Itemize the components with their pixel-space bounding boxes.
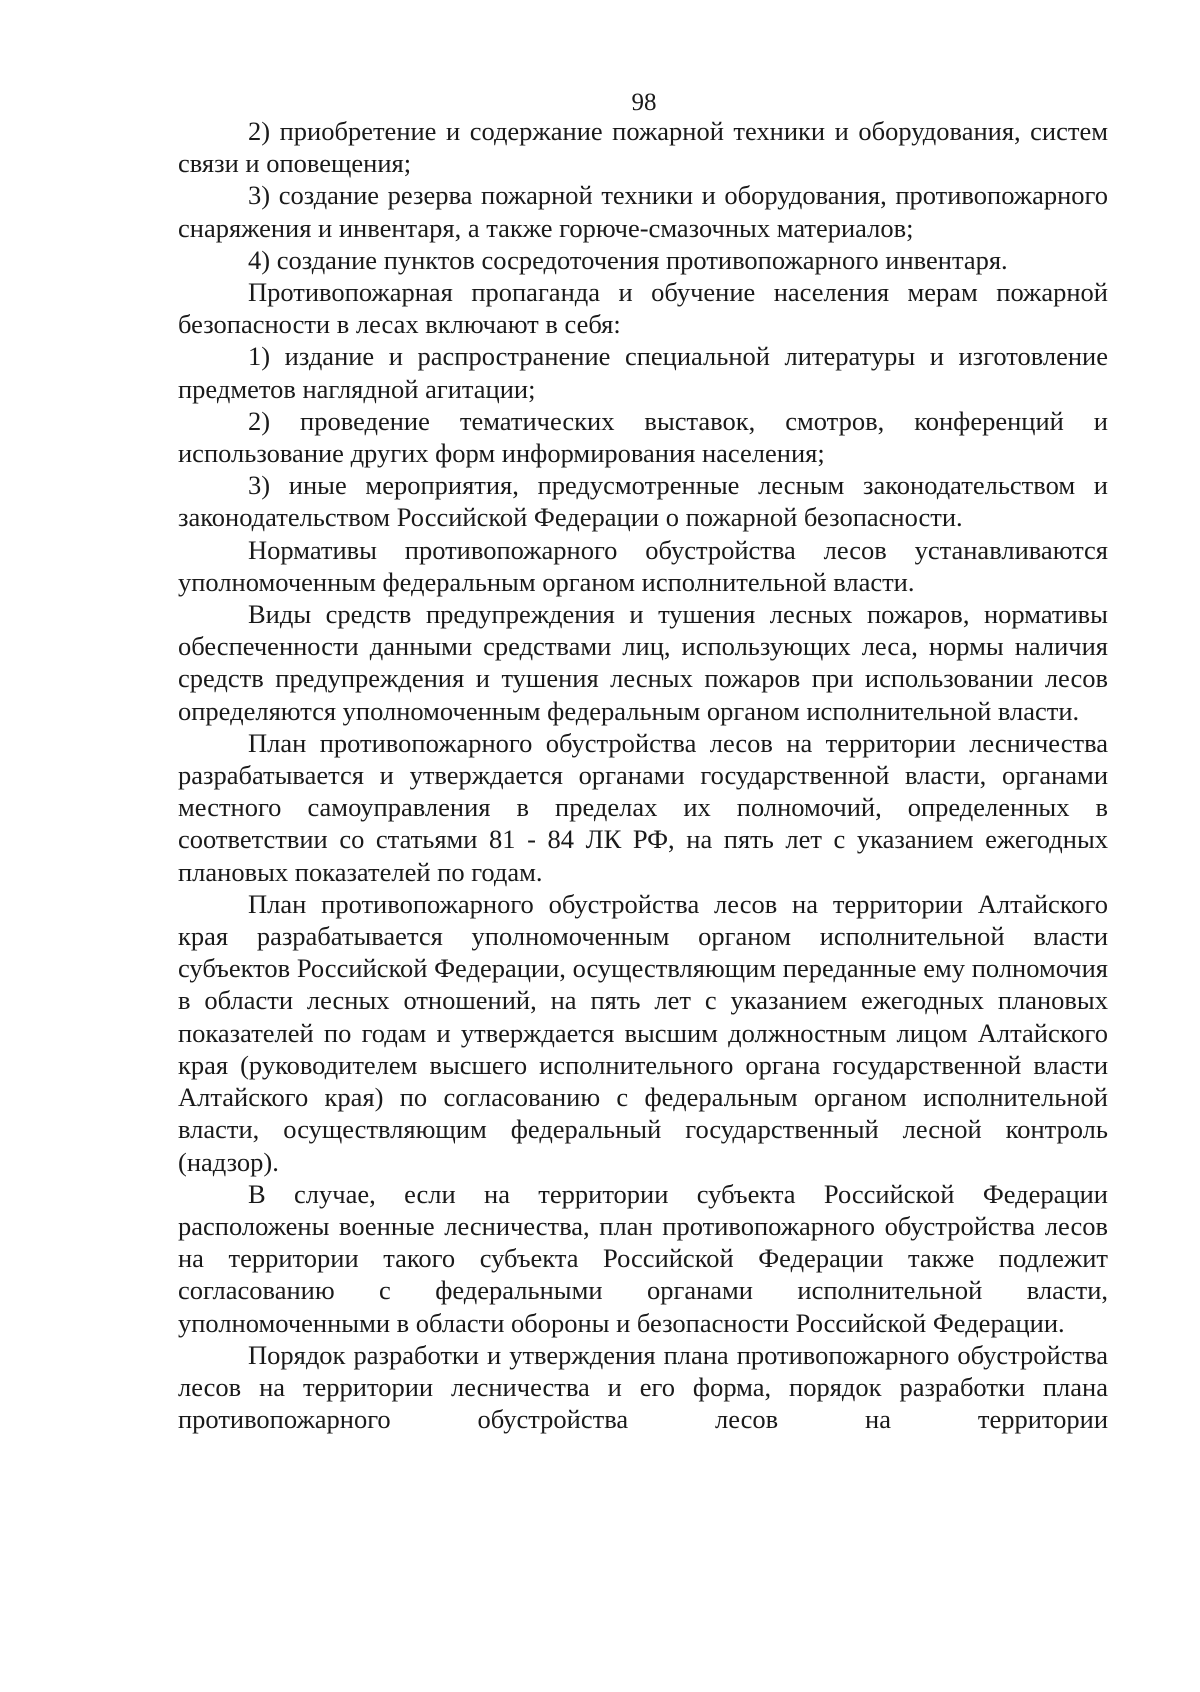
paragraph: Виды средств предупреждения и тушения лесных пожаров, нормативы обеспеченности данными средствами лиц, использующих леса, нормы наличия средств предупреждения и тушения лесных пожаров при использовании лесов определяются уполномоченным федеральным органом исполнительной власти.	[178, 599, 1108, 726]
paragraph: План противопожарного обустройства лесов на территории лесничества разрабатывается и утверждается органами государственной власти, органами местного самоуправления в пределах их полномочий, определенных в соответствии со статьями 81 - 84 ЛК РФ, на пять лет с указанием ежегодных плановых показателей по годам.	[178, 727, 1108, 887]
document-body	[178, 115, 1108, 1435]
paragraph: 1) издание и распространение специальной литературы и изготовление предметов наглядной агитации;	[178, 341, 1108, 404]
page-number: 98	[631, 89, 657, 116]
paragraph: 2) приобретение и содержание пожарной техники и оборудования, систем связи и оповещения;	[178, 116, 1108, 179]
paragraph: План противопожарного обустройства лесов на территории Алтайского края разрабатывается уполномоченным органом исполнительной власти субъектов Российской Федерации, осуществляющим переданные ему полномочия в области лесных отношений, на пять лет с указанием ежегодных плановых показателей по годам и утверждается высшим должностным лицом Алтайского края (руководителем высшего исполнительного органа государственной власти Алтайского края) по согласованию с федеральным органом исполнительной власти, осуществляющим федеральный государственный лесной контроль (надзор).	[178, 888, 1108, 1177]
paragraph: Нормативы противопожарного обустройства лесов устанавливаются уполномоченным федеральным органом исполнительной власти.	[178, 534, 1108, 597]
paragraph: В случае, если на территории субъекта Российской Федерации расположены военные лесничества, план противопожарного обустройства лесов на территории такого субъекта Российской Федерации также подлежит согласованию с федеральными органами исполнительной власти, уполномоченными в области обороны и безопасности Российской Федерации.	[178, 1178, 1108, 1338]
paragraph: 3) создание резерва пожарной техники и оборудования, противопожарного снаряжения и инвентаря, а также горюче-смазочных материалов;	[178, 180, 1108, 243]
paragraph: 4) создание пунктов сосредоточения противопожарного инвентаря.	[248, 244, 1008, 275]
paragraph: Противопожарная пропаганда и обучение населения мерам пожарной безопасности в лесах включают в себя:	[178, 277, 1108, 340]
paragraph: Порядок разработки и утверждения плана противопожарного обустройства лесов на территории лесничества и его форма, порядок разработки плана противопожарного обустройства лесов на территории	[178, 1339, 1108, 1435]
paragraph: 2) проведение тематических выставок, смотров, конференций и использование других форм информирования населения;	[178, 405, 1108, 469]
paragraph: 3) иные мероприятия, предусмотренные лесным законодательством и законодательством Российской Федерации о пожарной безопасности.	[178, 470, 1108, 533]
